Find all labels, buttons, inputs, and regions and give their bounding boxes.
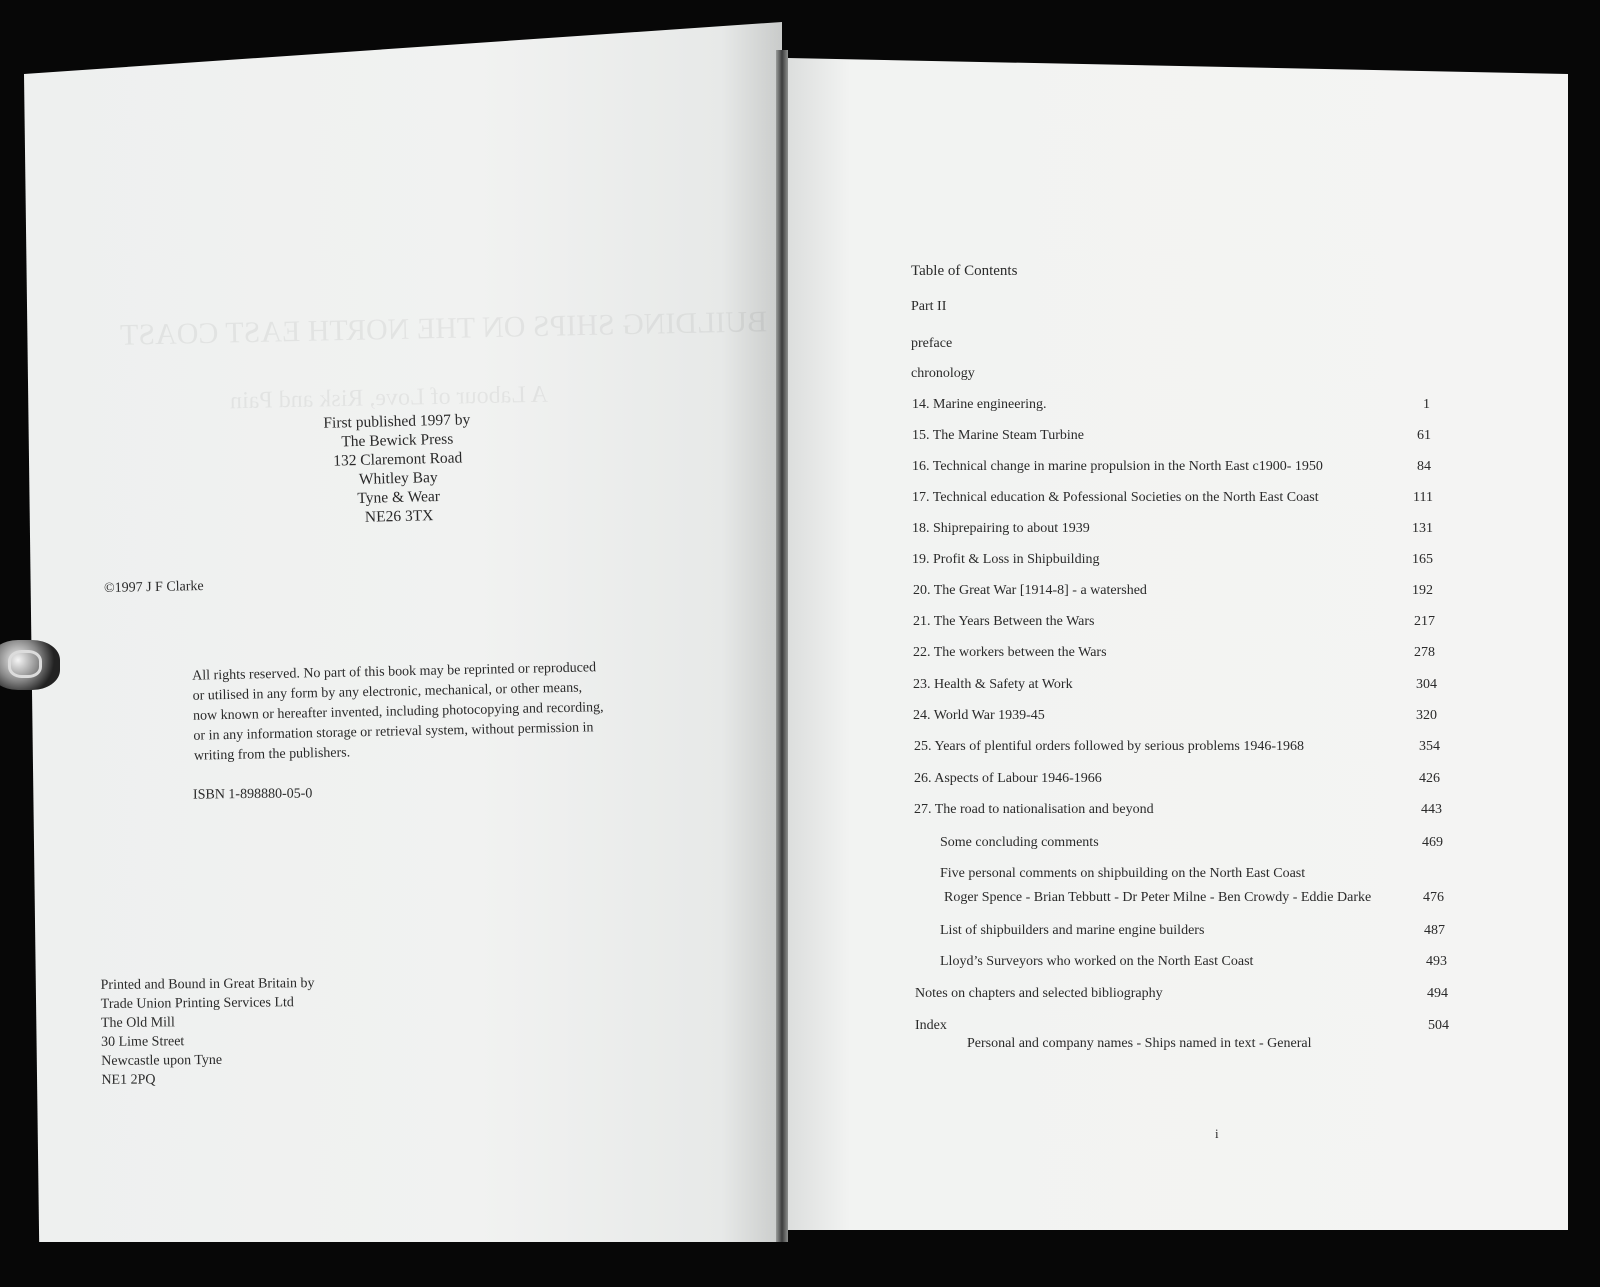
toc-sub-entry	[944, 890, 1444, 906]
show-through-title: BUILDING SHIPS ON THE NORTH EAST COAST	[119, 305, 768, 352]
toc-sub-entry	[940, 923, 1445, 939]
toc-entry	[912, 490, 1433, 506]
toc-entry-title: 24. World War 1939-45	[913, 708, 1045, 723]
publisher-line: The Bewick Press	[341, 430, 454, 451]
printer-line: Newcastle upon Tyne	[101, 1052, 223, 1069]
isbn: ISBN 1-898880-05-0	[192, 786, 313, 803]
printer-line: The Old Mill	[100, 1015, 175, 1031]
toc-entry-title: 22. The workers between the Wars	[913, 645, 1107, 660]
toc-entry-page: 476	[1423, 890, 1444, 905]
show-through-subtitle: A Labour of Love, Risk and Pain	[229, 381, 549, 415]
toc-entry	[912, 521, 1433, 537]
publisher-line: Whitley Bay	[358, 469, 438, 488]
publisher-line: NE26 3TX	[364, 507, 434, 526]
rights-statement	[192, 657, 644, 766]
ring-icon	[0, 640, 60, 690]
toc-entry	[913, 708, 1437, 724]
toc-sub-entry	[940, 954, 1447, 970]
toc-sub-entry: Five personal comments on shipbuilding on the North East Coast	[940, 866, 1306, 881]
toc-entry	[912, 428, 1431, 444]
toc-entry-title: List of shipbuilders and marine engine builders	[940, 923, 1205, 938]
toc-front-matter: chronology	[911, 366, 975, 381]
rights-line: writing from the publishers.	[193, 745, 351, 764]
toc-entry-title: 27. The road to nationalisation and beyond	[914, 802, 1154, 817]
toc-entry-page: 217	[1414, 614, 1435, 629]
rights-line: or in any information storage or retrieval system, without permission in	[193, 720, 594, 744]
copyright-notice: ©1997 J F Clarke	[103, 578, 204, 597]
toc-entry-title: 19. Profit & Loss in Shipbuilding	[912, 552, 1100, 567]
toc-entry-title: 25. Years of plentiful orders followed by serious problems 1946-1968	[914, 739, 1305, 754]
toc-entry-page: 111	[1413, 490, 1433, 505]
toc-entry-title: Index	[915, 1018, 947, 1033]
toc-entry	[913, 614, 1435, 630]
toc-entry	[914, 771, 1440, 787]
toc-entry-title: 17. Technical education & Pofessional Societies on the North East Coast	[912, 490, 1319, 505]
toc-index	[915, 1018, 1449, 1034]
toc-entry-title: 14. Marine engineering.	[912, 397, 1047, 412]
toc-entry-title: 26. Aspects of Labour 1946-1966	[914, 771, 1102, 786]
toc-entry	[914, 739, 1440, 755]
printer-line: Printed and Bound in Great Britain by	[100, 976, 315, 993]
toc-entry-title: Some concluding comments	[940, 835, 1099, 850]
rights-line: or utilised in any form by any electronic, mechanical, or other means,	[192, 680, 583, 704]
right-page	[788, 58, 1568, 1230]
toc-entry	[913, 677, 1437, 693]
page-number: i	[1215, 1126, 1219, 1141]
toc-entry-page: 487	[1424, 923, 1445, 938]
toc-notes	[915, 986, 1448, 1002]
printer-line: 30 Lime Street	[101, 1034, 185, 1050]
printer-block	[101, 974, 316, 1090]
toc-entry-page: 1	[1423, 397, 1430, 412]
toc-entry	[912, 397, 1430, 413]
toc-entry	[914, 802, 1442, 818]
rights-line: All rights reserved. No part of this book may be reprinted or reproduced	[192, 660, 597, 684]
toc-entry-page: 278	[1414, 645, 1435, 660]
rights-line: now known or hereafter invented, including photocopying and recording,	[192, 700, 604, 724]
toc-entry-page: 304	[1416, 677, 1437, 692]
printer-line: Trade Union Printing Services Ltd	[100, 995, 294, 1012]
toc-entry-page: 165	[1412, 552, 1433, 567]
toc-entry-page: 320	[1416, 708, 1437, 723]
toc-entry	[912, 459, 1431, 475]
toc-entry-page: 494	[1427, 986, 1448, 1001]
book-gutter	[776, 50, 788, 1242]
publisher-block	[317, 410, 480, 528]
toc-entry-page: 131	[1412, 521, 1433, 536]
toc-entry-title: 23. Health & Safety at Work	[913, 677, 1073, 692]
toc-entry-page: 61	[1417, 428, 1431, 443]
toc-entry-title: 16. Technical change in marine propulsion in the North East c1900- 1950	[912, 459, 1323, 474]
toc-entry-page: 493	[1426, 954, 1447, 969]
toc-entry	[913, 645, 1435, 661]
toc-entry-title: 21. The Years Between the Wars	[913, 614, 1095, 629]
publisher-line: Tyne & Wear	[357, 487, 441, 507]
toc-entry-title: 20. The Great War [1914-8] - a watershed	[913, 583, 1147, 598]
toc-sub-entry	[940, 835, 1443, 851]
toc-entry	[912, 552, 1433, 568]
toc-entry-title: 15. The Marine Steam Turbine	[912, 428, 1085, 443]
toc-entry-title: Roger Spence - Brian Tebbutt - Dr Peter Milne - Ben Crowdy - Eddie Darke	[944, 890, 1372, 905]
publisher-line: First published 1997 by	[323, 411, 471, 432]
printer-line: NE1 2PQ	[101, 1072, 156, 1088]
toc-entry-title: Notes on chapters and selected bibliography	[915, 986, 1163, 1001]
toc-entry-page: 426	[1419, 771, 1440, 786]
toc-entry-title: Lloyd’s Surveyors who worked on the North East Coast	[940, 954, 1254, 969]
toc-index-detail: Personal and company names - Ships named in text - General	[967, 1036, 1312, 1051]
toc-part: Part II	[911, 299, 947, 314]
toc-entry-page: 354	[1419, 739, 1440, 754]
toc-entry-page: 192	[1412, 583, 1433, 598]
toc-front-matter: preface	[911, 336, 953, 351]
toc-title: Table of Contents	[911, 263, 1018, 279]
toc-entry-page: 443	[1421, 802, 1442, 817]
publisher-line: 132 Claremont Road	[333, 449, 463, 470]
toc-entry-page: 84	[1417, 459, 1431, 474]
toc-entry-title: 18. Shiprepairing to about 1939	[912, 521, 1090, 536]
toc-entry	[913, 583, 1433, 599]
toc-entry-page: 504	[1428, 1018, 1449, 1033]
toc-entry-page: 469	[1422, 835, 1443, 850]
